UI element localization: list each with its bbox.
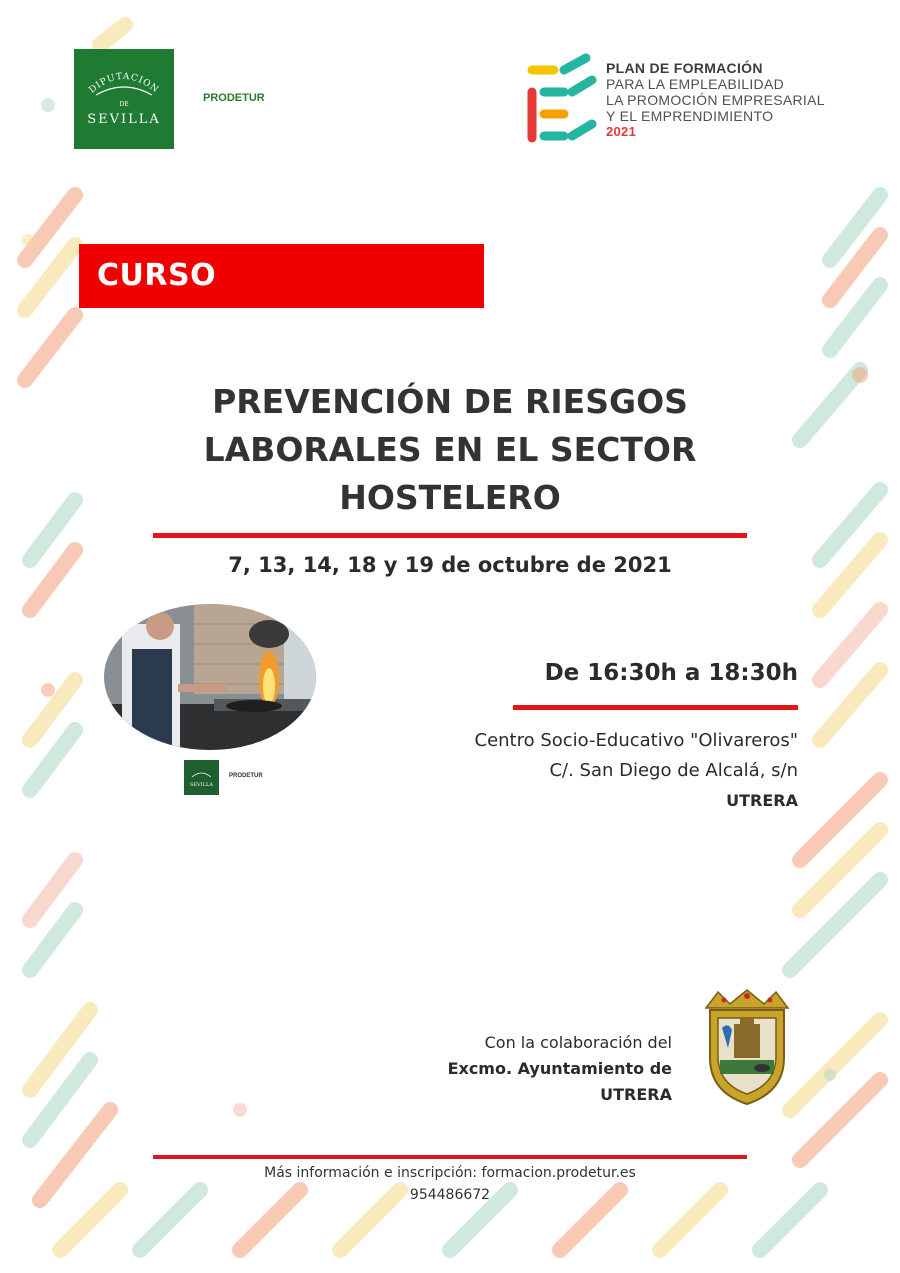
plan-year: 2021 xyxy=(606,124,637,139)
curso-label: CURSO xyxy=(97,258,217,293)
svg-text:SEVILLA: SEVILLA xyxy=(87,112,161,127)
venue-name: Centro Socio-Educativo "Olivareros" xyxy=(474,730,798,751)
venue-city: UTRERA xyxy=(726,791,798,810)
svg-text:DIPUTACION: DIPUTACION xyxy=(87,71,161,96)
footer-info-text: Más información e inscripción: formacion.prodetur.es xyxy=(264,1165,636,1181)
plan-formacion-text xyxy=(606,60,825,140)
svg-text:SEVILLA: SEVILLA xyxy=(190,782,213,788)
diputacion-sevilla-logo xyxy=(74,49,174,149)
venue-address: C/. San Diego de Alcalá, s/n xyxy=(549,760,798,781)
curso-banner xyxy=(79,244,484,308)
chef-cooking-photo xyxy=(104,604,316,750)
course-time: De 16:30h a 18:30h xyxy=(544,660,798,686)
plan-line-2: PARA LA EMPLEABILIDAD xyxy=(606,76,785,92)
course-dates: 7, 13, 14, 18 y 19 de octubre de 2021 xyxy=(228,553,672,577)
collab-line-1: Con la colaboración del xyxy=(484,1033,672,1052)
prodetur-label: PRODETUR xyxy=(203,92,265,104)
footer-info xyxy=(150,1162,750,1206)
prodetur-mini-label: PRODETUR xyxy=(229,773,263,779)
plan-line-3: LA PROMOCIÓN EMPRESARIAL xyxy=(606,92,825,108)
venue-block xyxy=(400,726,798,816)
course-title xyxy=(150,378,750,522)
utrera-coat-of-arms-icon xyxy=(700,988,794,1106)
svg-text:DE: DE xyxy=(119,101,129,108)
plan-line-1: PLAN DE FORMACIÓN xyxy=(606,60,763,76)
plan-line-4: Y EL EMPRENDIMIENTO xyxy=(606,108,774,124)
divider-line-short xyxy=(513,705,798,710)
collaboration-block xyxy=(380,1030,672,1108)
divider-line xyxy=(153,533,747,538)
footer-phone: 954486672 xyxy=(409,1187,491,1203)
title-line-3: HOSTELERO xyxy=(339,478,561,517)
title-line-2: LABORALES EN EL SECTOR xyxy=(203,430,697,469)
footer-divider xyxy=(153,1155,747,1159)
collab-line-3: UTRERA xyxy=(600,1085,672,1104)
collab-line-2: Excmo. Ayuntamiento de xyxy=(447,1059,672,1078)
title-line-1: PREVENCIÓN DE RIESGOS xyxy=(212,382,688,421)
diputacion-mini-logo xyxy=(184,760,219,795)
